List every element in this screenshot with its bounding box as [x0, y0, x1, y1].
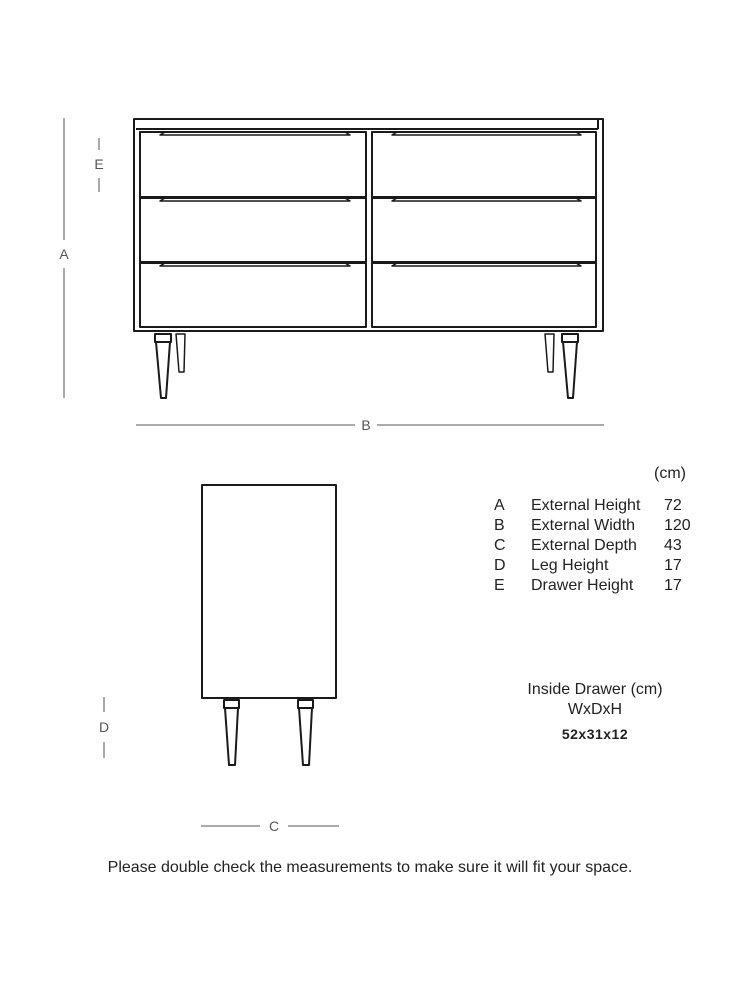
spec-row: [494, 576, 704, 596]
spec-letter: C: [494, 537, 506, 554]
dim-letter-e: E: [94, 156, 104, 172]
spec-value: 72: [664, 497, 682, 514]
spec-label: Leg Height: [531, 557, 609, 574]
dim-letter-c: C: [268, 818, 280, 834]
dim-letter-a: A: [59, 246, 69, 262]
drawer-left-1: [140, 132, 366, 197]
spec-letter: A: [494, 497, 505, 514]
spec-row: [494, 516, 704, 536]
spec-label: External Width: [531, 517, 636, 534]
dim-letter-b: B: [361, 417, 371, 433]
spec-letter: E: [494, 577, 505, 594]
side-carcass: [202, 485, 336, 698]
inside-drawer-subtitle: WxDxH: [567, 701, 623, 718]
inside-drawer-title: Inside Drawer (cm): [527, 681, 663, 698]
fit-note: Please double check the measurements to make sure it will fit your space.: [107, 859, 633, 876]
dimension-letters: [59, 156, 370, 834]
drawer-right-2: [372, 198, 596, 262]
spec-label: External Depth: [531, 537, 637, 554]
inside-drawer-dims: 52x31x12: [561, 726, 629, 742]
spec-value: 120: [664, 517, 691, 534]
spec-row: [494, 496, 704, 516]
spec-letter: B: [494, 517, 505, 534]
drawer-left-3: [140, 263, 366, 327]
spec-row: [494, 536, 704, 556]
side-view: [202, 485, 336, 765]
spec-row: [494, 556, 704, 576]
spec-label: External Height: [531, 497, 641, 514]
drawer-right-1: [372, 132, 596, 197]
drawer-right-3: [372, 263, 596, 327]
unit-label: (cm): [654, 465, 686, 482]
spec-value: 17: [664, 557, 682, 574]
spec-letter: D: [494, 557, 506, 574]
spec-table: [494, 496, 704, 596]
chest-outline: [134, 119, 603, 331]
front-view: [134, 119, 603, 398]
spec-value: 43: [664, 537, 682, 554]
dim-letter-d: D: [98, 719, 110, 735]
spec-value: 17: [664, 577, 682, 594]
drawer-left-2: [140, 198, 366, 262]
spec-label: Drawer Height: [531, 577, 634, 594]
front-legs: [155, 334, 578, 398]
inside-drawer-info: [500, 680, 690, 744]
